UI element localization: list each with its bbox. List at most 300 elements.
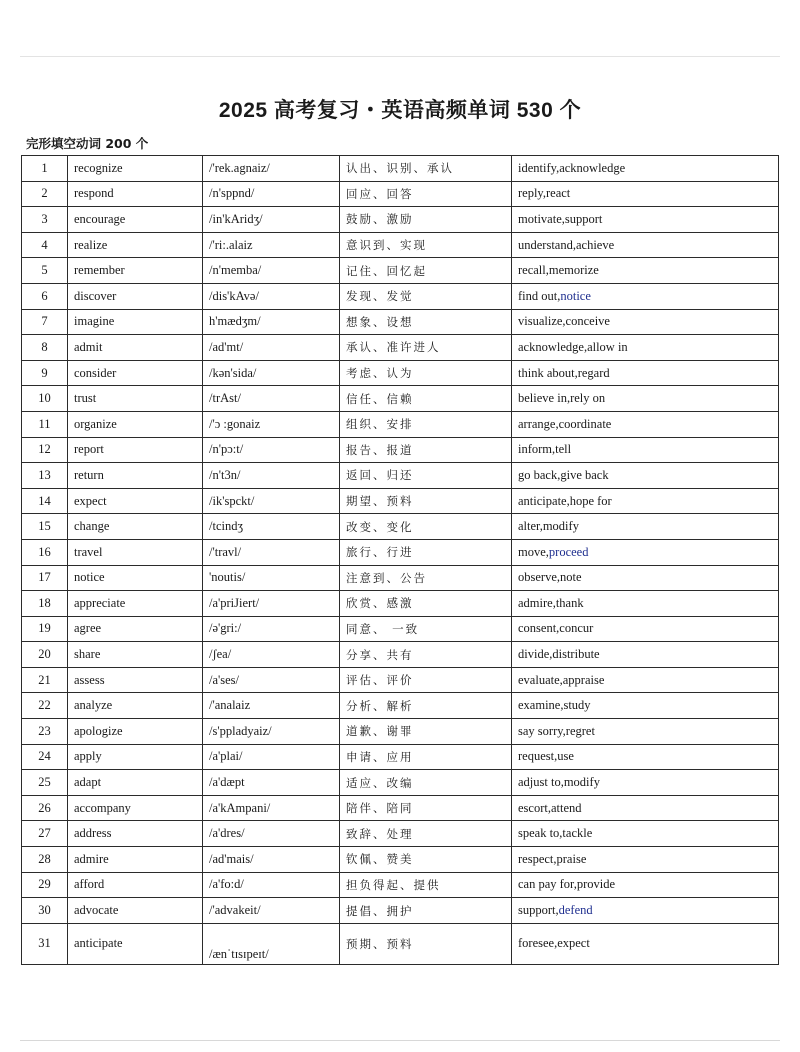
row-number-text: 5 (41, 263, 48, 278)
chinese-meaning (340, 360, 512, 386)
synonyms (512, 847, 779, 873)
table-row (22, 463, 779, 489)
synonyms (512, 335, 779, 361)
chinese-meaning-text: 承认、准许进人 (346, 340, 441, 355)
chinese-meaning (340, 514, 512, 540)
synonyms (512, 898, 779, 924)
table-row (22, 283, 779, 309)
chinese-meaning (340, 693, 512, 719)
chinese-meaning (340, 872, 512, 898)
phonetic (203, 872, 340, 898)
phonetic (203, 488, 340, 514)
table-row (22, 207, 779, 233)
chinese-meaning (340, 898, 512, 924)
chinese-meaning (340, 642, 512, 668)
table-row (22, 181, 779, 207)
english-word-text: expect (74, 493, 107, 508)
phonetic-text: /ə'gri:/ (209, 621, 242, 636)
phonetic (203, 565, 340, 591)
phonetic-text: h'mædʒm/ (209, 314, 261, 329)
phonetic (203, 309, 340, 335)
synonyms-text: reply,react (518, 186, 571, 201)
chinese-meaning (340, 232, 512, 258)
english-word-text: apply (74, 749, 102, 764)
english-word-text: afford (74, 877, 105, 892)
chinese-meaning-text: 考虑、认为 (346, 366, 414, 381)
synonyms-text: visualize,conceive (518, 314, 610, 329)
synonyms (512, 795, 779, 821)
synonyms (512, 360, 779, 386)
synonyms-text: examine,study (518, 698, 591, 713)
synonyms-text: find out, (518, 288, 561, 303)
row-number (22, 514, 68, 540)
table-row (22, 770, 779, 796)
phonetic (203, 795, 340, 821)
chinese-meaning-text: 道歉、谢罪 (346, 724, 414, 739)
table-row (22, 744, 779, 770)
phonetic (203, 437, 340, 463)
english-word-text: apologize (74, 723, 123, 738)
table-row (22, 821, 779, 847)
synonyms-text: understand,achieve (518, 237, 615, 252)
phonetic-text: /'ri:.alaiz (209, 237, 253, 252)
english-word (68, 181, 203, 207)
chinese-meaning-text: 报告、报道 (346, 442, 414, 457)
english-word (68, 616, 203, 642)
english-word (68, 795, 203, 821)
synonyms-text: speak to,tackle (518, 826, 593, 841)
chinese-meaning (340, 335, 512, 361)
row-number (22, 667, 68, 693)
english-word (68, 591, 203, 617)
phonetic (203, 693, 340, 719)
english-word-text: consider (74, 365, 117, 380)
row-number (22, 258, 68, 284)
chinese-meaning (340, 539, 512, 565)
row-number (22, 386, 68, 412)
synonyms-text: recall,memorize (518, 263, 599, 278)
chinese-meaning-text: 想象、设想 (346, 314, 414, 329)
row-number (22, 872, 68, 898)
synonyms (512, 283, 779, 309)
synonyms-text: respect,praise (518, 851, 587, 866)
phonetic-text: /'advakeit/ (209, 903, 261, 918)
row-number (22, 335, 68, 361)
row-number-text: 8 (41, 339, 48, 354)
chinese-meaning-text: 返回、归还 (346, 468, 414, 483)
english-word (68, 693, 203, 719)
row-number (22, 360, 68, 386)
english-word (68, 437, 203, 463)
table-row (22, 591, 779, 617)
row-number-text: 23 (38, 723, 51, 738)
english-word-text: share (74, 647, 101, 662)
phonetic-text: /'rek.agnaiz/ (209, 160, 270, 175)
chinese-meaning-text: 回应、回答 (346, 186, 414, 201)
synonyms (512, 744, 779, 770)
synonyms (512, 539, 779, 565)
chinese-meaning-text: 致辞、处理 (346, 826, 414, 841)
phonetic (203, 642, 340, 668)
row-number-text: 13 (38, 467, 51, 482)
page-title: 2025 高考复习・英语高频单词 530 个 (218, 99, 582, 122)
chinese-meaning-text: 发现、发觉 (346, 289, 414, 304)
phonetic (203, 744, 340, 770)
table-row (22, 232, 779, 258)
english-word-text: discover (74, 288, 117, 303)
english-word-text: analyze (74, 698, 113, 713)
synonym-highlight: proceed (548, 544, 589, 559)
phonetic (203, 386, 340, 412)
phonetic (203, 616, 340, 642)
chinese-meaning (340, 821, 512, 847)
row-number (22, 283, 68, 309)
phonetic-text: /'analaiz (209, 698, 251, 713)
synonyms (512, 181, 779, 207)
phonetic (203, 335, 340, 361)
phonetic-text: /ʃea/ (209, 647, 232, 662)
row-number (22, 923, 68, 964)
phonetic (203, 719, 340, 745)
row-number-text: 24 (38, 749, 51, 764)
synonyms (512, 232, 779, 258)
table-row (22, 156, 779, 182)
phonetic-text: /tcindʒ (209, 519, 244, 534)
phonetic-text: /ad'mt/ (209, 339, 244, 354)
phonetic-text: /dis'kAvə/ (209, 288, 259, 303)
synonyms-text: evaluate,appraise (518, 672, 605, 687)
english-word-text: encourage (74, 211, 126, 226)
phonetic-text: /n'pɔ:t/ (209, 442, 244, 457)
synonyms (512, 488, 779, 514)
synonyms (512, 156, 779, 182)
table-row (22, 565, 779, 591)
row-number (22, 693, 68, 719)
chinese-meaning (340, 744, 512, 770)
english-word-text: anticipate (74, 936, 123, 951)
row-number-text: 20 (38, 647, 51, 662)
chinese-meaning-text: 旅行、行进 (346, 545, 414, 560)
table-row (22, 258, 779, 284)
english-word-text: accompany (74, 800, 131, 815)
chinese-meaning (340, 488, 512, 514)
english-word-text: adapt (74, 775, 102, 790)
chinese-meaning (340, 283, 512, 309)
synonyms (512, 923, 779, 964)
table-row (22, 386, 779, 412)
row-number (22, 795, 68, 821)
phonetic-text: /in'kAridʒ/ (209, 211, 263, 226)
synonyms (512, 616, 779, 642)
english-word-text: admit (74, 339, 103, 354)
row-number-text: 27 (38, 826, 51, 841)
row-number (22, 821, 68, 847)
synonyms (512, 821, 779, 847)
chinese-meaning (340, 616, 512, 642)
table-row (22, 437, 779, 463)
chinese-meaning-text: 陪伴、陪同 (346, 801, 414, 816)
chinese-meaning-text: 意识到、实现 (346, 238, 427, 253)
chinese-meaning (340, 795, 512, 821)
synonyms-text: consent,concur (518, 621, 594, 636)
phonetic (203, 181, 340, 207)
phonetic-text: /ad'mais/ (209, 851, 254, 866)
synonyms (512, 411, 779, 437)
row-number-text: 12 (38, 442, 51, 457)
row-number (22, 309, 68, 335)
row-number (22, 616, 68, 642)
english-word-text: organize (74, 416, 117, 431)
synonyms-text: motivate,support (518, 211, 603, 226)
english-word (68, 411, 203, 437)
chinese-meaning-text: 分析、解析 (346, 698, 414, 713)
row-number-text: 18 (38, 595, 51, 610)
row-number (22, 744, 68, 770)
row-number-text: 28 (38, 851, 51, 866)
english-word (68, 335, 203, 361)
synonyms (512, 309, 779, 335)
phonetic-text: /n'sppnd/ (209, 186, 255, 201)
phonetic (203, 847, 340, 873)
row-number (22, 770, 68, 796)
chinese-meaning-text: 鼓励、激励 (346, 212, 414, 227)
english-word-text: realize (74, 237, 108, 252)
english-word (68, 872, 203, 898)
chinese-meaning-text: 认出、识别、承认 (346, 161, 454, 176)
phonetic (203, 232, 340, 258)
synonyms (512, 719, 779, 745)
chinese-meaning-text: 同意、 一致 (346, 621, 420, 636)
row-number-text: 11 (38, 416, 51, 431)
table-row (22, 335, 779, 361)
table-row (22, 488, 779, 514)
english-word (68, 156, 203, 182)
synonyms-text: think about,regard (518, 365, 610, 380)
english-word (68, 667, 203, 693)
phonetic (203, 463, 340, 489)
row-number-text: 26 (38, 800, 51, 815)
english-word-text: report (74, 442, 104, 457)
row-number-text: 25 (38, 775, 51, 790)
row-number (22, 411, 68, 437)
chinese-meaning-text: 信任、信赖 (346, 391, 414, 406)
synonyms-text: foresee,expect (518, 936, 590, 951)
english-word (68, 770, 203, 796)
synonyms-text: divide,distribute (518, 647, 600, 662)
chinese-meaning (340, 719, 512, 745)
table-row (22, 898, 779, 924)
row-number (22, 437, 68, 463)
chinese-meaning-text: 记住、回忆起 (346, 263, 427, 278)
table-row (22, 923, 779, 964)
synonyms-text: arrange,coordinate (518, 416, 612, 431)
chinese-meaning-text: 担负得起、提供 (346, 877, 441, 892)
english-word-text: notice (74, 570, 105, 585)
vocabulary-table-body (22, 156, 779, 965)
english-word-text: respond (74, 186, 114, 201)
synonyms-text: support, (518, 903, 559, 918)
phonetic-text: /s'ppladyaiz/ (209, 723, 272, 738)
vocabulary-table (21, 155, 779, 965)
row-number (22, 156, 68, 182)
chinese-meaning-text: 提倡、拥护 (346, 903, 414, 918)
chinese-meaning (340, 258, 512, 284)
synonyms (512, 872, 779, 898)
english-word (68, 232, 203, 258)
chinese-meaning-text: 适应、改编 (346, 775, 414, 790)
english-word (68, 539, 203, 565)
phonetic (203, 360, 340, 386)
row-number (22, 463, 68, 489)
phonetic (203, 156, 340, 182)
chinese-meaning-text: 预期、预料 (346, 936, 414, 951)
english-word (68, 207, 203, 233)
english-word-text: trust (74, 391, 97, 406)
chinese-meaning (340, 411, 512, 437)
phonetic (203, 283, 340, 309)
phonetic-text: /n't3n/ (209, 467, 241, 482)
phonetic (203, 539, 340, 565)
row-number-text: 31 (38, 936, 51, 951)
synonyms-text: admire,thank (518, 595, 584, 610)
english-word-text: agree (74, 621, 102, 636)
table-row (22, 539, 779, 565)
phonetic-text: /ik'spckt/ (209, 493, 255, 508)
phonetic (203, 411, 340, 437)
english-word-text: return (74, 467, 104, 482)
phonetic (203, 258, 340, 284)
table-row (22, 309, 779, 335)
synonyms (512, 693, 779, 719)
row-number-text: 30 (38, 903, 51, 918)
phonetic-text: /trAst/ (209, 391, 241, 406)
synonyms (512, 565, 779, 591)
row-number (22, 642, 68, 668)
chinese-meaning (340, 591, 512, 617)
synonyms-text: alter,modify (518, 519, 579, 534)
english-word (68, 386, 203, 412)
row-number-text: 15 (38, 519, 51, 534)
synonym-highlight: notice (560, 288, 591, 303)
table-row (22, 795, 779, 821)
table-row (22, 616, 779, 642)
table-row (22, 360, 779, 386)
table-row (22, 847, 779, 873)
english-word (68, 821, 203, 847)
row-number-text: 21 (38, 672, 51, 687)
synonyms (512, 514, 779, 540)
chinese-meaning (340, 181, 512, 207)
row-number (22, 719, 68, 745)
table-row (22, 411, 779, 437)
row-number-text: 19 (38, 621, 51, 636)
chinese-meaning-text: 期望、预料 (346, 494, 414, 509)
chinese-meaning-text: 组织、安排 (346, 417, 414, 432)
row-number (22, 565, 68, 591)
english-word (68, 488, 203, 514)
phonetic-text: /ænˈtɪsɪpeɪt/ (209, 946, 269, 961)
chinese-meaning (340, 847, 512, 873)
section-subtitle: 完形填空动词 200 个 (26, 136, 149, 151)
english-word (68, 923, 203, 964)
phonetic-text: /n'memba/ (209, 263, 262, 278)
synonyms (512, 642, 779, 668)
synonyms-text: observe,note (518, 570, 582, 585)
row-number (22, 539, 68, 565)
english-word (68, 309, 203, 335)
row-number-text: 2 (41, 186, 48, 201)
phonetic-text: /a'dæpt (209, 775, 245, 790)
synonyms-text: believe in,rely on (518, 391, 606, 406)
row-number (22, 232, 68, 258)
english-word-text: address (74, 826, 112, 841)
synonyms (512, 207, 779, 233)
english-word-text: recognize (74, 160, 123, 175)
synonym-highlight: defend (558, 903, 593, 918)
phonetic-text: /a'plai/ (209, 749, 243, 764)
table-row (22, 719, 779, 745)
english-word-text: travel (74, 544, 103, 559)
synonyms-text: request,use (518, 749, 574, 764)
english-word-text: advocate (74, 903, 119, 918)
row-number-text: 7 (41, 314, 48, 329)
row-number-text: 16 (38, 544, 51, 559)
synonyms-text: inform,tell (518, 442, 572, 457)
top-rule (20, 56, 780, 57)
chinese-meaning-text: 钦佩、赞美 (346, 852, 414, 867)
table-row (22, 872, 779, 898)
table-row (22, 514, 779, 540)
synonyms-text: go back,give back (518, 467, 609, 482)
synonyms-text: move, (518, 544, 549, 559)
synonyms-text: escort,attend (518, 800, 582, 815)
phonetic (203, 821, 340, 847)
synonyms (512, 591, 779, 617)
row-number (22, 181, 68, 207)
english-word-text: imagine (74, 314, 115, 329)
synonyms (512, 770, 779, 796)
english-word-text: change (74, 519, 110, 534)
phonetic-text: /kən'sida/ (209, 365, 257, 380)
english-word-text: admire (74, 851, 109, 866)
row-number-text: 22 (38, 698, 51, 713)
chinese-meaning-text: 分享、共有 (346, 647, 414, 662)
phonetic-text: /a'priJiert/ (209, 595, 260, 610)
synonyms (512, 667, 779, 693)
chinese-meaning (340, 156, 512, 182)
row-number (22, 591, 68, 617)
chinese-meaning-text: 申请、应用 (346, 749, 414, 764)
synonyms (512, 463, 779, 489)
row-number-text: 10 (38, 391, 51, 406)
english-word (68, 283, 203, 309)
synonyms (512, 386, 779, 412)
row-number-text: 6 (41, 288, 48, 303)
phonetic (203, 667, 340, 693)
synonyms-text: anticipate,hope for (518, 493, 612, 508)
row-number-text: 3 (41, 211, 48, 226)
english-word (68, 642, 203, 668)
chinese-meaning (340, 437, 512, 463)
chinese-meaning (340, 770, 512, 796)
chinese-meaning-text: 评估、评价 (346, 673, 414, 688)
chinese-meaning (340, 386, 512, 412)
english-word-text: appreciate (74, 595, 126, 610)
phonetic (203, 770, 340, 796)
synonyms-text: say sorry,regret (518, 723, 595, 738)
chinese-meaning (340, 207, 512, 233)
phonetic (203, 207, 340, 233)
